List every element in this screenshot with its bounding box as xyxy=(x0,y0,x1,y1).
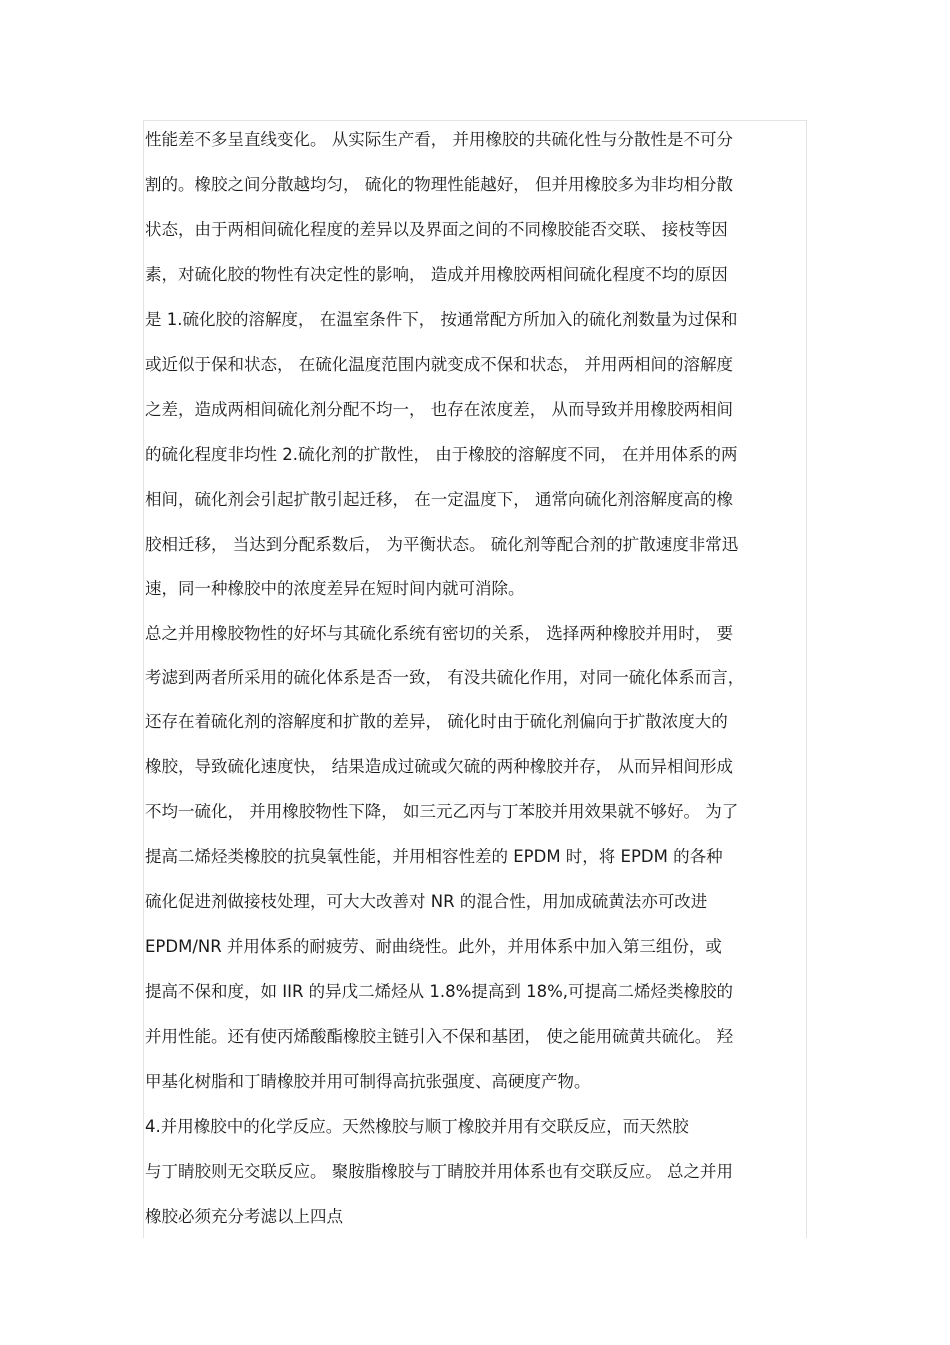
text-line: 状态，由于两相间硫化程度的差异以及界面之间的不同橡胶能否交联、 接枝等因 xyxy=(145,220,728,239)
text-line: 是 1.硫化胶的溶解度， 在温室条件下， 按通常配方所加入的硫化剂数量为过保和 xyxy=(145,310,738,329)
text-line: 4.并用橡胶中的化学反应。天然橡胶与顺丁橡胶并用有交联反应，而天然胶 xyxy=(145,1117,689,1136)
text-line: 或近似于保和状态， 在硫化温度范围内就变成不保和状态， 并用两相间的溶解度 xyxy=(145,355,733,374)
text-line: EPDM/NR 并用体系的耐疲劳、耐曲绕性。此外，并用体系中加入第三组份，或 xyxy=(145,937,722,956)
page-border-top xyxy=(143,120,807,121)
text-line: 性能差不多呈直线变化。 从实际生产看， 并用橡胶的共硫化性与分散性是不可分 xyxy=(145,130,733,149)
text-line: 甲基化树脂和丁睛橡胶并用可制得高抗张强度、高硬度产物。 xyxy=(145,1072,591,1091)
text-line: 并用性能。还有使丙烯酸酯橡胶主链引入不保和基团， 使之能用硫黄共硫化。 羟 xyxy=(145,1027,733,1046)
page-border-left xyxy=(143,120,144,1238)
text-line: 总之并用橡胶物性的好坏与其硫化系统有密切的关系， 选择两种橡胶并用时， 要 xyxy=(145,624,733,643)
text-line: 橡胶，导致硫化速度快， 结果造成过硫或欠硫的两种橡胶并存， 从而异相间形成 xyxy=(145,757,733,776)
text-line: 硫化促进剂做接枝处理，可大大改善对 NR 的混合性，用加成硫黄法亦可改进 xyxy=(145,892,708,911)
text-line: 提高二烯烃类橡胶的抗臭氧性能，并用相容性差的 EPDM 时，将 EPDM 的各种 xyxy=(145,847,723,866)
text-line: 素，对硫化胶的物性有决定性的影响， 造成并用橡胶两相间硫化程度不均的原因 xyxy=(145,265,728,284)
text-line: 相间，硫化剂会引起扩散引起迁移， 在一定温度下， 通常向硫化剂溶解度高的橡 xyxy=(145,490,733,509)
text-line: 割的。橡胶之间分散越均匀， 硫化的物理性能越好， 但并用橡胶多为非均相分散 xyxy=(145,175,733,194)
text-line: 还存在着硫化剂的溶解度和扩散的差异， 硫化时由于硫化剂偏向于扩散浓度大的 xyxy=(145,712,728,731)
text-line: 胶相迁移， 当达到分配系数后， 为平衡状态。 硫化剂等配合剂的扩散速度非常迅 xyxy=(145,535,739,554)
text-line: 的硫化程度非均性 2.硫化剂的扩散性， 由于橡胶的溶解度不同， 在并用体系的两 xyxy=(145,445,738,464)
text-line: 橡胶必须充分考滤以上四点 xyxy=(145,1207,343,1226)
text-line: 之差，造成两相间硫化剂分配不均一， 也存在浓度差， 从而导致并用橡胶两相间 xyxy=(145,400,733,419)
text-line: 与丁睛胶则无交联反应。 聚胺脂橡胶与丁睛胶并用体系也有交联反应。 总之并用 xyxy=(145,1162,733,1181)
text-line: 速，同一种橡胶中的浓度差异在短时间内就可消除。 xyxy=(145,579,525,598)
text-line: 考滤到两者所采用的硫化体系是否一致， 有没共硫化作用，对同一硫化体系而言， xyxy=(145,668,745,687)
text-line: 不均一硫化， 并用橡胶物性下降， 如三元乙丙与丁苯胶并用效果就不够好。 为了 xyxy=(145,802,739,821)
text-line: 提高不保和度，如 IIR 的异戊二烯烃从 1.8%提高到 18%,可提高二烯烃类橡胶的 xyxy=(145,982,734,1001)
